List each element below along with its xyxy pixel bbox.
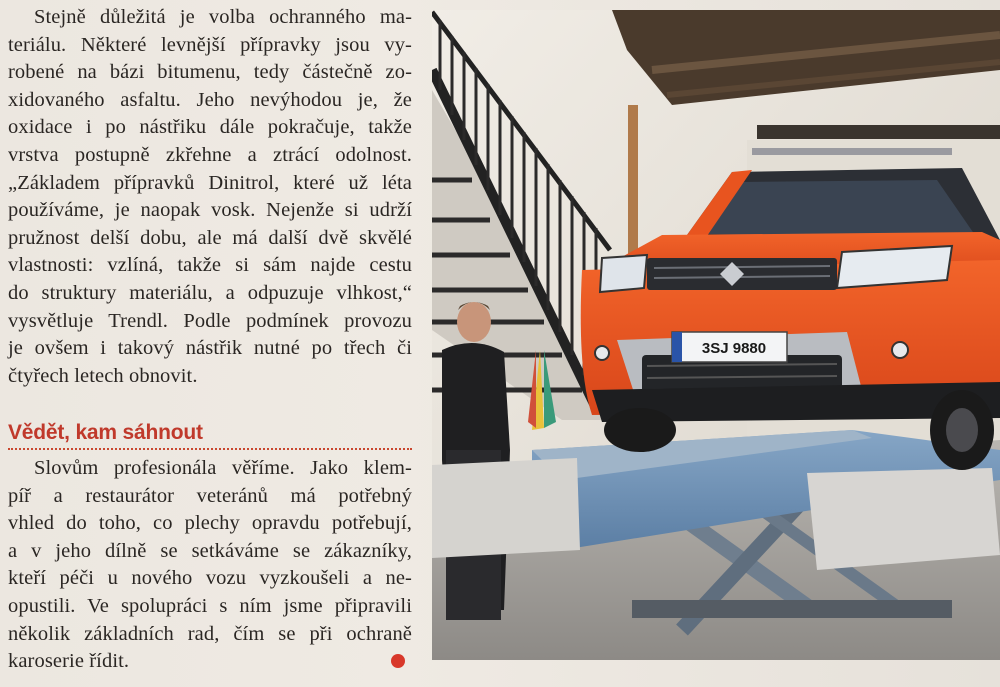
text-line: je ovšem i takový nástřik nutné po třech či <box>8 337 412 360</box>
lift-pad-right <box>807 468 1000 570</box>
text-line: a v jeho dílně se setkáváme se zákazníky, <box>8 539 412 562</box>
section-heading: Vědět, kam sáhnout <box>8 418 412 450</box>
text-line: oxidace i po nástřiku dále pokračuje, takže <box>8 116 412 139</box>
article-text-column <box>8 0 420 687</box>
text-line: vysvětluje Trendl. Podle podmínek provozu <box>8 309 412 332</box>
article-paragraph-2 <box>8 455 412 676</box>
text-line: xidovaného asfaltu. Jeho nevýhodou je, že <box>8 88 412 111</box>
text-line: používáme, je naopak vosk. Nejenže si udrží <box>8 199 412 222</box>
text-line: Stejně důležitá je volba ochranného ma- <box>34 6 412 28</box>
text-line: do struktury materiálu, a odpuzuje vlhkost,“ <box>8 281 412 304</box>
lift-pad-left <box>432 458 580 558</box>
text-line: „Základem přípravků Dinitrol, které už léta <box>8 171 412 194</box>
article-end-dot <box>391 654 405 668</box>
text-line: kteří péči u nového vozu vyzkoušeli a ne- <box>8 567 412 590</box>
text-line: čtyřech letech obnovit. <box>8 364 198 387</box>
text-line: vhled do toho, co plechy opravdu potřebují, <box>8 512 412 535</box>
text-line: vrstva postupně zkřehne a ztrácí odolnost. <box>8 143 412 166</box>
text-line: Slovům profesionála věříme. Jako klem- <box>34 457 412 479</box>
workshop-photo-illustration <box>432 10 1000 660</box>
license-plate-text: 3SJ 9880 <box>701 340 767 357</box>
text-line: píř a restaurátor veteránů má potřebný <box>8 484 412 507</box>
text-line: teriálu. Některé levnější přípravky jsou vy- <box>8 33 412 56</box>
article-paragraph-1 <box>8 4 412 390</box>
text-line: robené na bázi bitumenu, tedy částečně zo- <box>8 61 412 84</box>
text-line: karoserie řídit. <box>8 650 130 673</box>
text-line: několik základních rad, čím se při ochraně <box>8 622 412 645</box>
text-line: vlastnosti: vzlíná, takže si sám najde cestu <box>8 254 412 277</box>
workshop-photo <box>432 10 1000 660</box>
text-line: opustili. Ve spolupráci s ním jsme připravili <box>8 594 412 617</box>
text-line: pružnost delší dobu, ale má další dvě skvělé <box>8 226 412 249</box>
